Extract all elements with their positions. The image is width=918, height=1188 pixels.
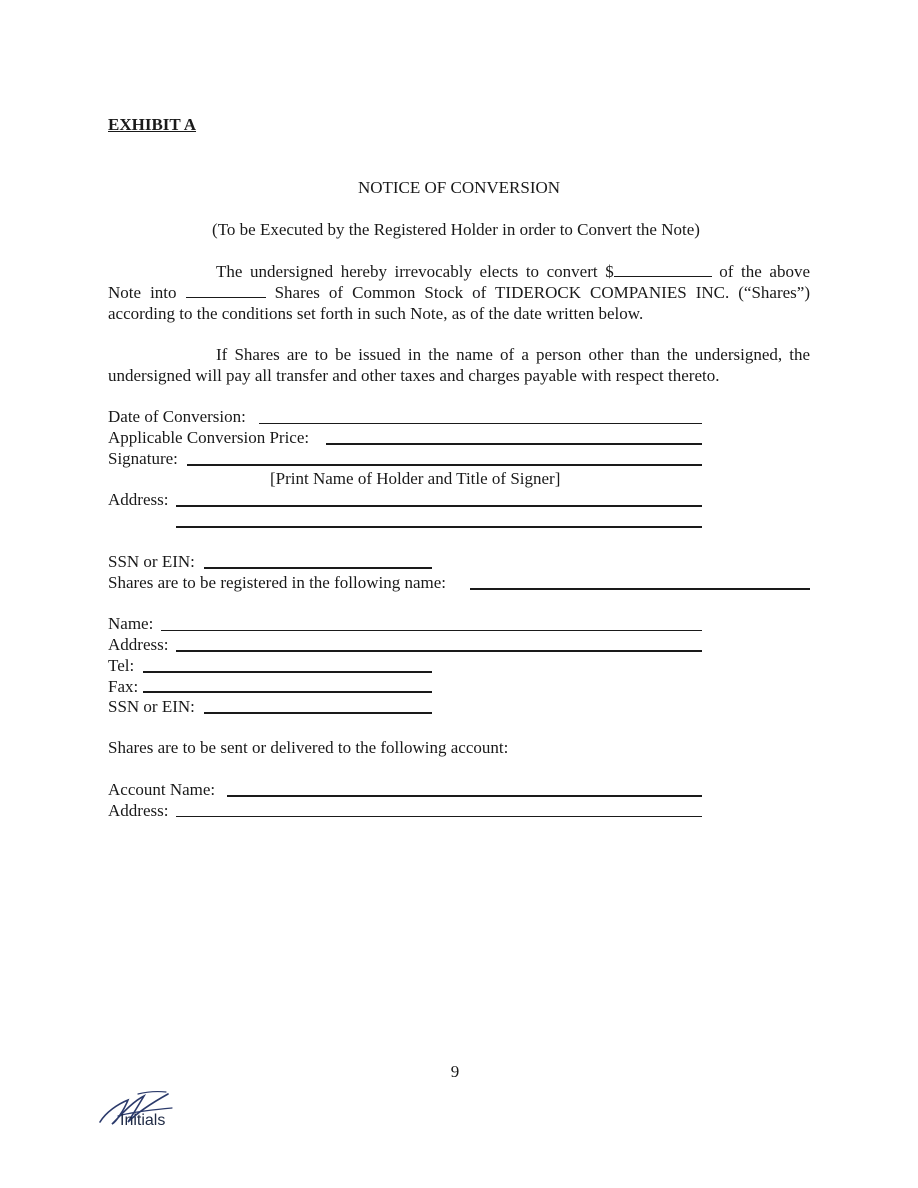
paragraph-taxes [108,344,810,386]
initials-label: Initials [120,1112,166,1129]
account-address-field[interactable] [176,816,702,817]
holder-ssn-ein-label: SSN or EIN: [108,552,195,571]
account-name-field[interactable] [227,795,702,797]
page-title: NOTICE OF CONVERSION [357,178,561,197]
paragraph-taxes-text: If Shares are to be issued in the name of a person other than the undersigned, the undersigned will pay all transfer and other taxes and charges payable with respect thereto. [108,345,810,385]
registrant-name-field[interactable] [161,630,702,631]
conversion-price-field[interactable] [326,443,702,445]
date-of-conversion-field[interactable] [259,423,702,424]
holder-address-field-line2[interactable] [176,526,702,528]
delivery-label: Shares are to be sent or delivered to the following account: [108,738,509,757]
registrant-address-field[interactable] [176,650,702,652]
paragraph-conversion-part3: Shares of Common Stock of TIDEROCK COMPANIES INC. (“Shares”) according to the conditions set forth in such Note, as of the date written below. [108,283,810,323]
holder-address-field-line1[interactable] [176,505,702,507]
registrant-ssn-ein-field[interactable] [204,712,432,714]
registrant-tel-field[interactable] [143,671,432,673]
signature-label: Signature: [108,449,178,468]
registrant-tel-label: Tel: [108,656,135,675]
registered-name-label: Shares are to be registered in the following name: [108,573,446,592]
date-of-conversion-label: Date of Conversion: [108,407,246,426]
conversion-amount-field[interactable] [614,261,712,277]
paragraph-conversion-part1: The undersigned hereby irrevocably elects to convert $ [216,262,614,281]
registrant-fax-field[interactable] [143,691,432,693]
registrant-ssn-ein-label: SSN or EIN: [108,697,195,716]
paragraph-conversion [108,261,810,324]
print-name-caption: [Print Name of Holder and Title of Signer] [270,469,561,488]
holder-address-label: Address: [108,490,169,509]
registrant-name-label: Name: [108,614,154,633]
paragraph-conversion-part2: of the above Note into [108,262,810,302]
account-address-label: Address: [108,801,169,820]
shares-count-field[interactable] [186,282,266,298]
page-number: 9 [450,1062,460,1081]
registrant-address-label: Address: [108,635,169,654]
signature-field[interactable] [187,464,702,466]
page-subtitle: (To be Executed by the Registered Holder in order to Convert the Note) [212,220,700,239]
holder-ssn-ein-field[interactable] [204,567,432,569]
conversion-price-label: Applicable Conversion Price: [108,428,310,447]
registrant-fax-label: Fax: [108,677,139,696]
exhibit-heading: EXHIBIT A [108,115,197,134]
registered-name-field[interactable] [470,588,810,590]
account-name-label: Account Name: [108,780,216,799]
